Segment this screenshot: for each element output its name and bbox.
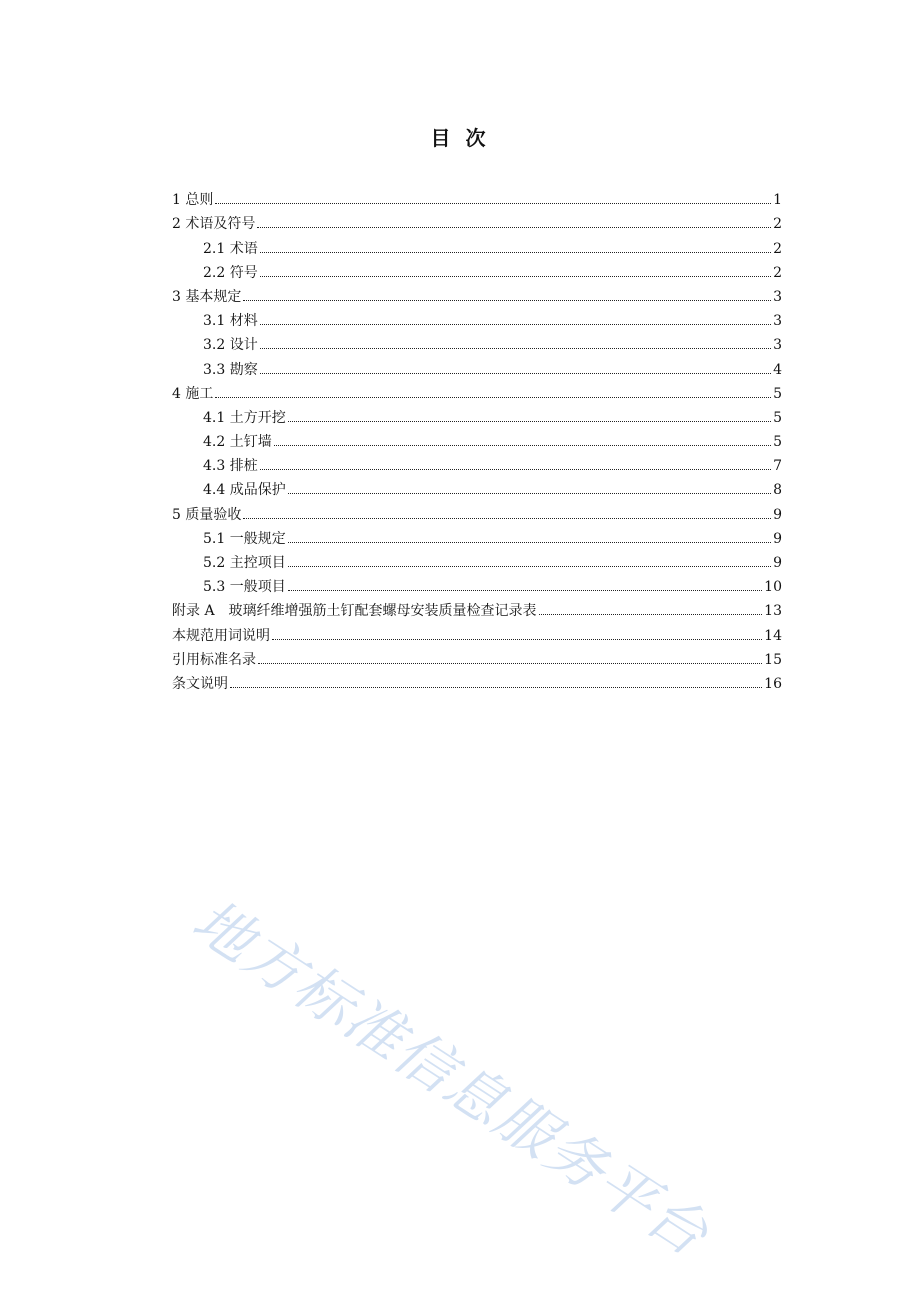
toc-leader-dots — [539, 613, 763, 615]
toc-entry-title: 2.2 符号 — [203, 264, 258, 281]
toc-leader-dots — [260, 372, 771, 374]
toc-entry-page: 9 — [773, 530, 782, 547]
toc-entry-page: 5 — [773, 385, 782, 402]
toc-entry-page: 10 — [764, 579, 782, 596]
toc-leader-dots — [274, 444, 771, 446]
toc-leader-dots — [243, 517, 771, 519]
toc-entry[interactable] — [172, 403, 782, 427]
toc-leader-dots — [260, 323, 771, 325]
toc-entry[interactable] — [172, 330, 782, 354]
toc-entry[interactable] — [172, 209, 782, 233]
toc-entry-title: 4.2 土钉墙 — [203, 434, 272, 451]
toc-leader-dots — [230, 686, 762, 688]
toc-entry[interactable] — [172, 379, 782, 403]
toc-entry[interactable] — [172, 645, 782, 669]
toc-entry-page: 13 — [764, 603, 782, 620]
toc-leader-dots — [215, 202, 771, 204]
toc-entry[interactable] — [172, 548, 782, 572]
toc-leader-dots — [260, 251, 771, 253]
toc-entry[interactable] — [172, 475, 782, 499]
toc-entry-title: 1 总则 — [172, 192, 214, 209]
toc-entry-title: 2.1 术语 — [203, 240, 258, 257]
toc-leader-dots — [258, 662, 762, 664]
toc-entry-page: 16 — [764, 675, 782, 692]
toc-entry-page: 5 — [773, 434, 782, 451]
watermark: 地方标准信息服务平台 — [180, 885, 722, 1270]
toc-entry-title: 4 施工 — [172, 385, 214, 402]
toc-leader-dots — [288, 589, 762, 591]
toc-entry-title: 3.3 勘察 — [203, 361, 258, 378]
toc-entry-page: 8 — [773, 482, 782, 499]
toc-entry-page: 15 — [764, 651, 782, 668]
toc-entry-page: 9 — [773, 555, 782, 571]
toc-entry-page: 1 — [773, 192, 782, 209]
toc-leader-dots — [288, 541, 771, 543]
toc-entry-page: 3 — [773, 288, 782, 305]
toc-entry-title: 3.1 材料 — [203, 313, 258, 330]
toc-entry-page: 3 — [773, 337, 782, 354]
toc-entry[interactable] — [172, 354, 782, 378]
toc-leader-dots — [215, 396, 771, 398]
toc-entry-title: 5 质量验收 — [172, 506, 242, 523]
toc-entry[interactable] — [172, 185, 782, 209]
toc-leader-dots — [260, 275, 771, 277]
toc-entry[interactable] — [172, 282, 782, 306]
toc-entry-title: 引用标准名录 — [172, 651, 256, 668]
toc-entry-title: 3.2 设计 — [203, 337, 258, 354]
toc-leader-dots — [257, 226, 771, 228]
toc-leader-dots — [288, 565, 771, 567]
toc-entry-page: 5 — [773, 409, 782, 426]
toc-entry-page: 2 — [773, 240, 782, 257]
toc-entry-title: 4.1 土方开挖 — [203, 409, 286, 426]
toc-entry-title: 4.3 排桩 — [203, 458, 258, 475]
toc-entry-page: 4 — [773, 361, 782, 378]
toc-entry-title: 3 基本规定 — [172, 288, 242, 305]
toc-entry-title: 4.4 成品保护 — [203, 482, 286, 499]
toc-entry-page: 3 — [773, 313, 782, 330]
toc-entry[interactable] — [172, 258, 782, 282]
toc-entry[interactable] — [172, 233, 782, 257]
toc-entry-title: 2 术语及符号 — [172, 216, 256, 233]
toc-leader-dots — [288, 420, 771, 422]
toc-entry-title: 附录 A 玻璃纤维增强筋土钉配套螺母安装质量检查记录表 — [172, 603, 537, 620]
toc-entry[interactable] — [172, 669, 782, 693]
toc-entry[interactable] — [172, 499, 782, 523]
toc-entry-title: 条文说明 — [172, 675, 228, 692]
toc-entry[interactable] — [172, 620, 782, 644]
table-of-contents — [172, 185, 782, 693]
toc-leader-dots — [272, 638, 762, 640]
page-title: 目 次 — [430, 126, 490, 150]
toc-entry-page: 9 — [773, 506, 782, 523]
toc-entry-title: 5.1 一般规定 — [203, 530, 286, 547]
toc-leader-dots — [260, 347, 771, 349]
toc-entry-page: 7 — [773, 458, 782, 475]
toc-entry[interactable] — [172, 306, 782, 330]
toc-entry[interactable] — [172, 572, 782, 596]
toc-entry-title: 5.2 主控项目 — [203, 555, 286, 571]
toc-leader-dots — [243, 299, 771, 301]
toc-entry[interactable] — [172, 524, 782, 548]
toc-leader-dots — [260, 468, 771, 470]
toc-entry[interactable] — [172, 451, 782, 475]
toc-entry-page: 14 — [764, 627, 782, 644]
toc-entry-page: 2 — [773, 216, 782, 233]
toc-entry[interactable] — [172, 427, 782, 451]
toc-entry-title: 5.3 一般项目 — [203, 579, 286, 596]
toc-entry-page: 2 — [773, 264, 782, 281]
toc-entry-title: 本规范用词说明 — [172, 627, 270, 644]
toc-leader-dots — [288, 492, 771, 494]
toc-entry[interactable] — [172, 596, 782, 620]
